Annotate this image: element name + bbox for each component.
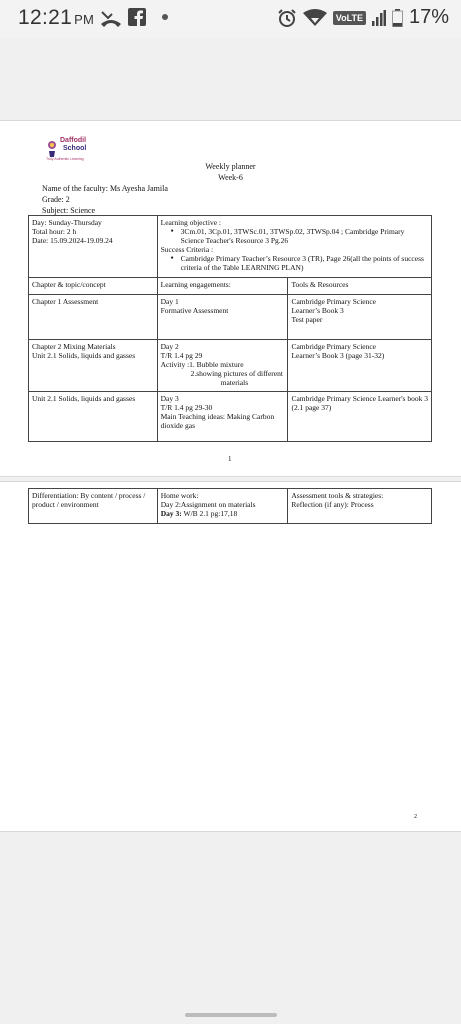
alarm-icon [277,8,297,28]
success-criteria-label: Success Criteria : [160,245,214,254]
topic-line: Unit 2.1 Solids, liquids and gasses [32,351,136,360]
assessment-cell [288,489,432,524]
engagement-line: Activity :1. Bubble mixture [160,360,244,369]
table-row [29,489,432,524]
page-number: 1 [228,455,232,463]
topic-line: Unit 2.1 Solids, liquids and gasses [32,394,136,403]
missed-call-icon [100,8,122,28]
engagement-line: T/R 1.4 pg 29 [160,351,203,360]
engagement-line: Day 1 [160,297,179,306]
differentiation-label: Differentiation: [32,491,79,500]
table-row [29,295,432,340]
grade-label: Grade: 2 [42,195,70,204]
week-label: Week-6 [218,173,243,182]
status-bar [0,0,461,38]
engagement-line: T/R 1.4 pg 29-30 [160,403,213,412]
engagement-line: Main Teaching ideas: Making Carbon dioxide gas [160,412,275,430]
tools-line: Cambridge Primary Science [291,342,377,351]
volte-badge: VoLTE [333,11,366,25]
topic-cell [29,295,158,340]
ampm-text: PM [74,12,95,27]
tools-line: (2.1 page 37) [291,403,332,412]
tools-line: Cambridge Primary Science Learner's book 3 [291,394,428,403]
schedule-cell [29,216,158,278]
objective-label: Learning objective : [160,218,222,227]
engagement-cell [157,392,288,442]
notification-dot-icon [162,14,168,20]
reflection-label: Reflection (if any): Process [291,500,374,509]
time-text: 12:21 [18,6,73,29]
topic-cell [29,340,158,392]
homework-day2-label: Day 2: [160,500,181,509]
objectives-cell [157,216,431,278]
topic-line: Chapter 2 Mixing Materials [32,342,116,351]
status-time [18,6,94,30]
subject-label: Subject: Science [42,206,96,215]
engagement-cell [157,295,288,340]
document-title: Weekly planner [205,162,256,171]
logo-line2: School [63,145,87,152]
tools-line: Test paper [291,315,323,324]
header-engagement: Learning engagements: [157,278,288,295]
topic-cell [29,392,158,442]
facebook-icon [128,8,146,26]
differentiation-text: By content / process / product / environment [32,491,146,509]
objective-list [161,227,428,245]
homework-day2-text: Assignment on materials [180,500,256,509]
signal-icon [372,10,386,26]
topic-line: Chapter 1 Assessment [32,297,99,306]
logo-line1: Daffodil [60,137,87,144]
tools-cell [288,295,432,340]
engagement-line: Day 2 [160,342,179,351]
homework-day3-label: Day 3: [160,509,182,518]
gesture-nav-bar[interactable] [185,1013,277,1017]
header-tools: Tools & Resources [288,278,432,295]
faculty-name: Name of the faculty: Ms Ayesha Jamila [42,184,168,193]
tools-line: Learner’s Book 3 [291,306,344,315]
schedule-day: Day: Sunday-Thursday [32,218,102,227]
battery-icon [392,9,403,27]
success-criteria-item: ● Cambridge Primary Teacher’s Resource 3 (TR), Page 26(all the points of success criteria of the Table LEARNING PLAN) [171,254,428,272]
plan-info-row [29,216,432,278]
document-page-1[interactable] [0,120,461,477]
tools-cell [288,392,432,442]
status-right-group [277,6,449,29]
homework-cell [157,489,288,524]
wifi-icon [303,9,327,27]
differentiation-cell [29,489,158,524]
schedule-date: Date: 15.09.2024-19.09.24 [32,236,113,245]
homework-day2 [161,500,285,509]
homework-day3 [161,509,285,518]
schedule-hours: Total hour: 2 h [32,227,77,236]
homework-label: Home work: [160,491,199,500]
table-row [29,340,432,392]
logo-text [60,137,86,153]
engagement-line: Formative Assessment [160,306,229,315]
battery-percent: 17% [408,6,449,28]
weekly-plan-table [28,215,432,442]
assessment-label: Assessment tools & strategies: [291,491,384,500]
engagement-line: 2.showing pictures of different materials [190,369,283,387]
header-topic: Chapter & topic/concept [29,278,158,295]
table-row [29,392,432,442]
document-page-2[interactable] [0,481,461,832]
objective-item: ● 3Cm.01, 3Cp.01, 3TWSc.01, 3TWSp.02, 3TWSp.04 ; Cambridge Primary Science Teacher's Resource 3 Pg.26 [171,227,428,245]
engagement-line: Day 3 [160,394,179,403]
engagement-cell [157,340,288,392]
tools-line: Learner’s Book 3 (page 31-32) [291,351,385,360]
tools-line: Cambridge Primary Science [291,297,377,306]
tools-cell [288,340,432,392]
assessment-table [28,488,432,524]
success-criteria-list [161,254,428,272]
page-number: 2 [414,814,417,820]
homework-day3-text: W/B 2.1 pg:17,18 [183,509,238,518]
table-header-row [29,278,432,295]
logo-tagline: Truly Authentic Learning [46,157,84,161]
